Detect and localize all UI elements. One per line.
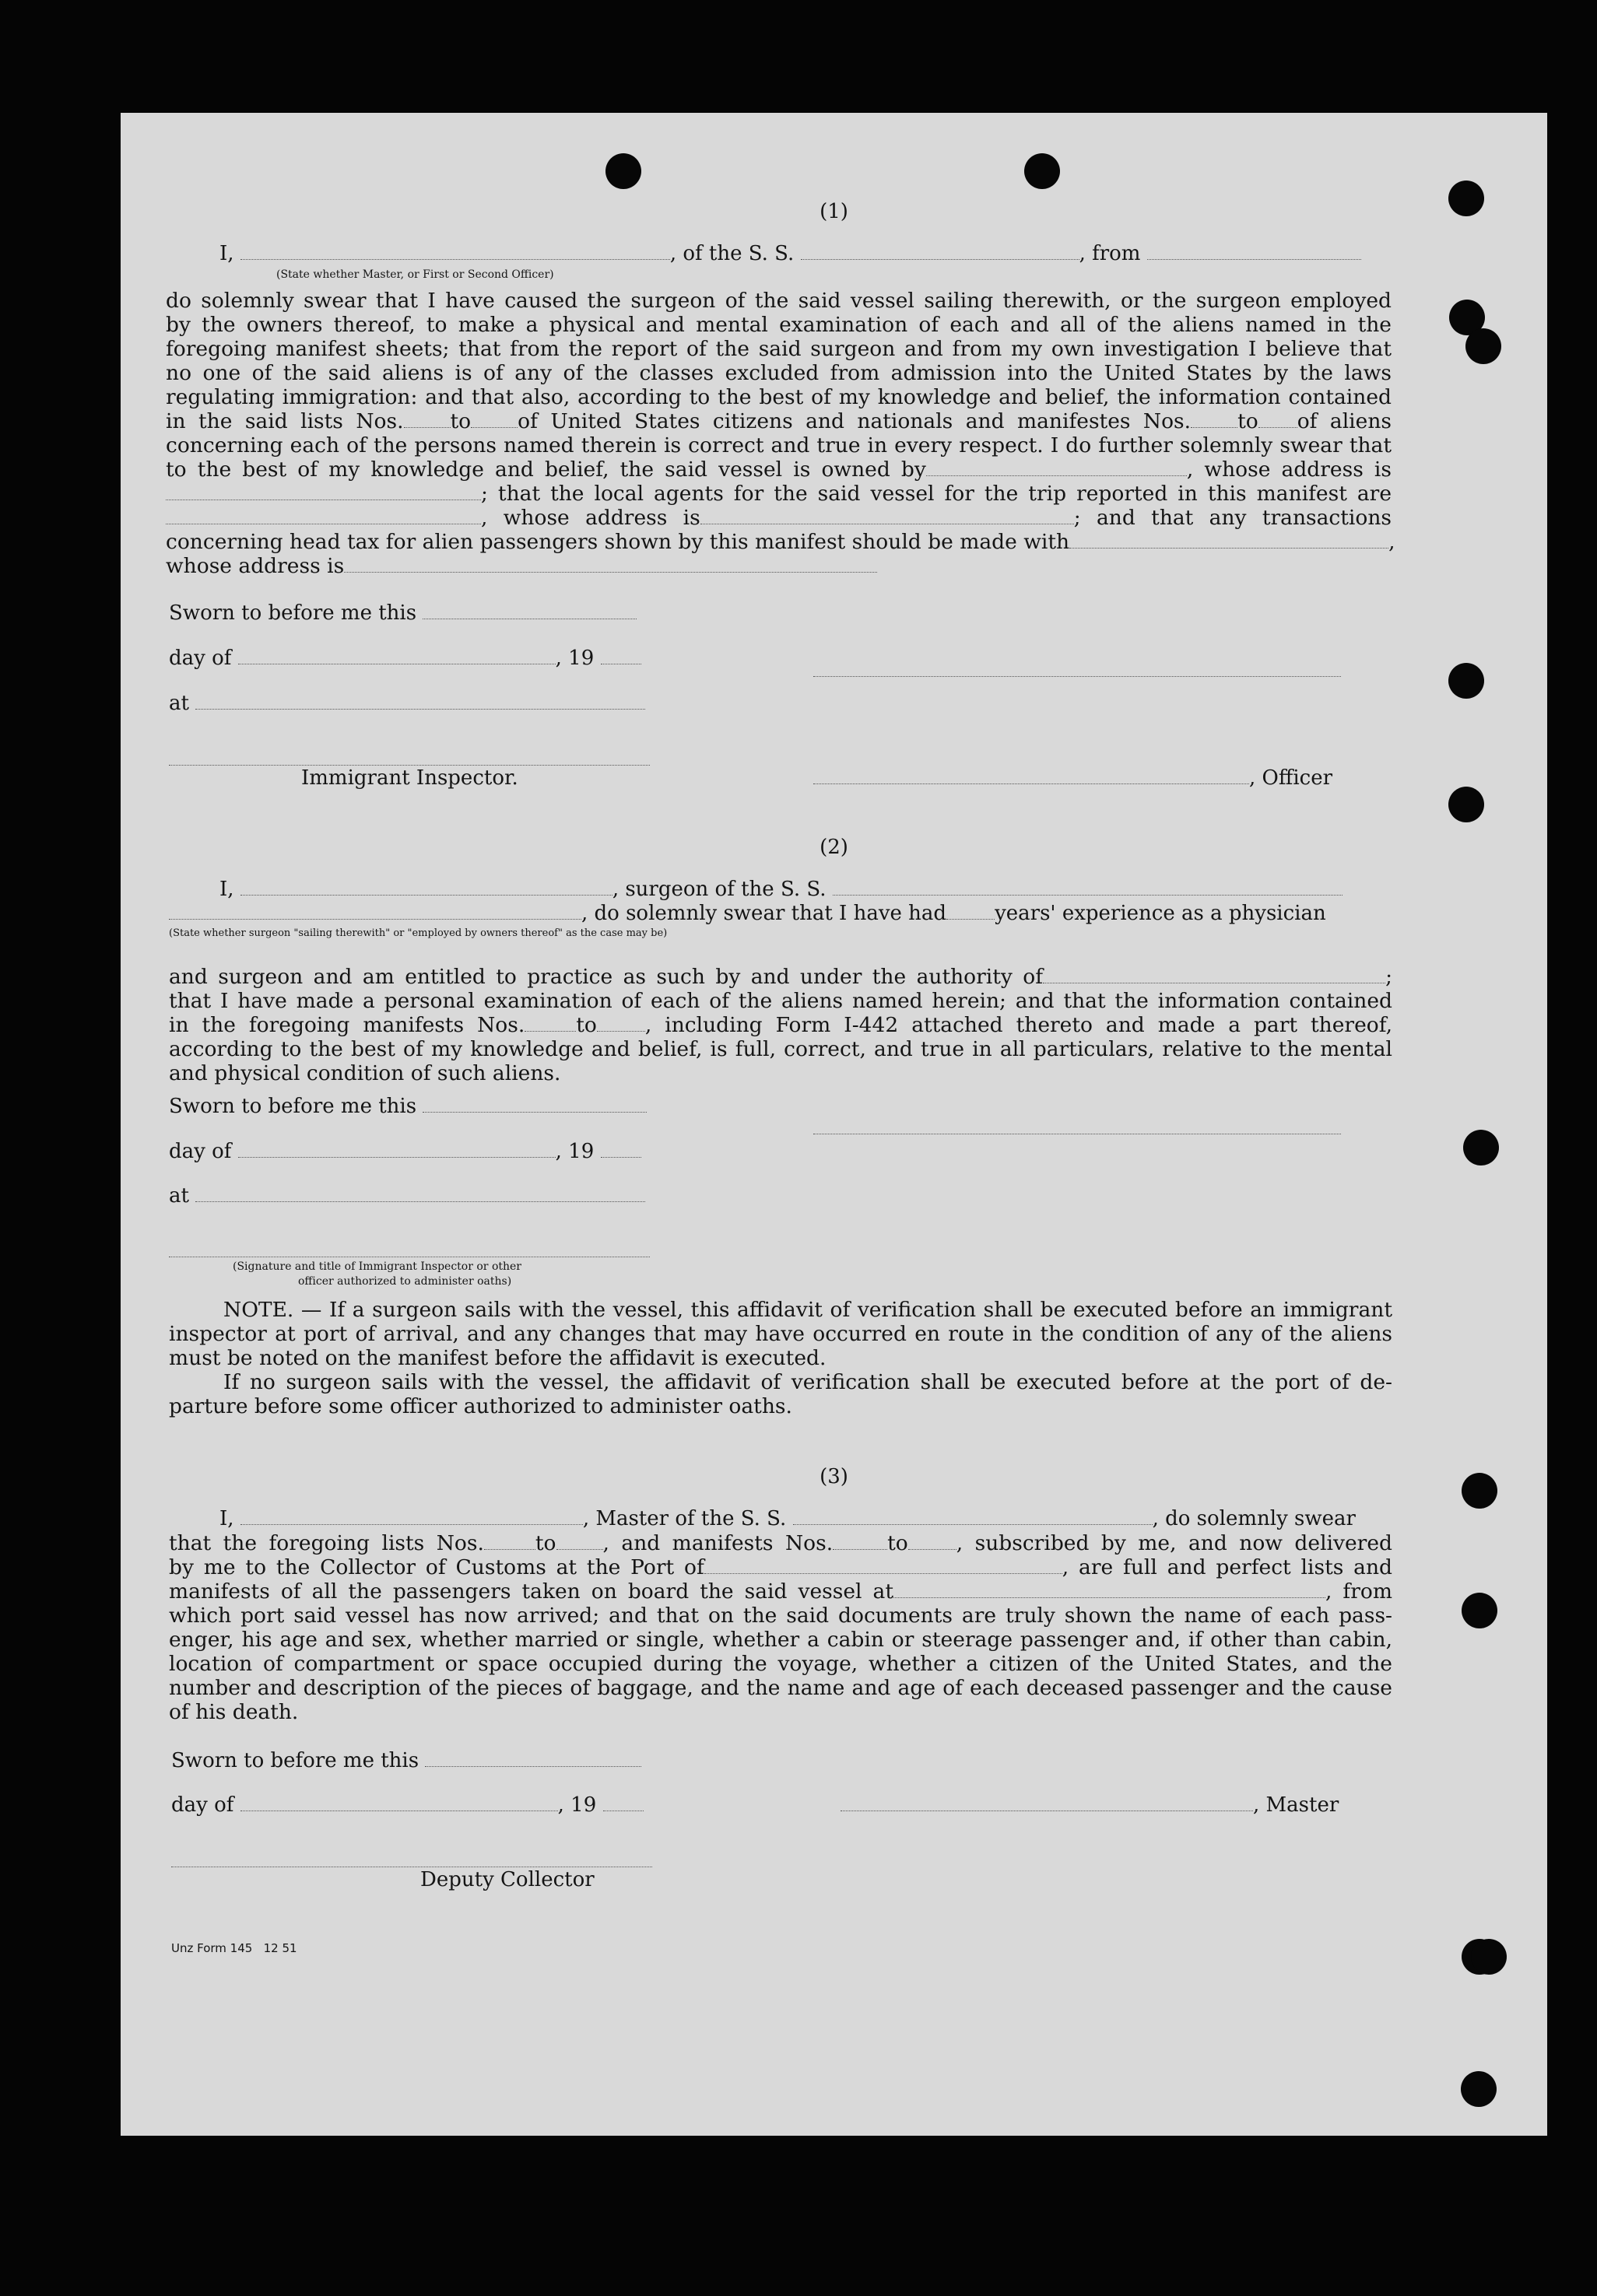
section-3-number: (3) xyxy=(820,1465,848,1488)
label-full-lists: , are full and perfect lists and xyxy=(1062,1555,1392,1579)
list-to-field[interactable] xyxy=(471,410,518,428)
section-1-number: (1) xyxy=(820,200,848,223)
sworn-day-field[interactable] xyxy=(423,1095,647,1113)
label-from: , from xyxy=(1325,1579,1392,1604)
authority-field[interactable] xyxy=(1043,966,1385,983)
taken-line xyxy=(169,1579,1392,1604)
body-line: concerning each of the persons named therein is correct and true in every respect. I do further solemnly swear that xyxy=(166,433,1392,457)
year-field[interactable] xyxy=(601,1140,641,1158)
label-whose-address: , whose address is xyxy=(481,506,700,530)
sworn-line-1 xyxy=(169,601,637,625)
years-field[interactable] xyxy=(946,902,995,920)
label-at: at xyxy=(169,1184,189,1208)
label-i: I, xyxy=(219,1507,234,1530)
officer-title-field[interactable] xyxy=(813,766,1249,784)
list-from-field[interactable] xyxy=(404,410,451,428)
place-field[interactable] xyxy=(195,1184,645,1202)
manifest-to-field[interactable] xyxy=(908,1532,956,1550)
immigrant-inspector-label: Immigrant Inspector. xyxy=(301,766,518,790)
label-form-i442: , including Form I-442 attached thereto and made a part thereof, xyxy=(644,1013,1392,1037)
label-citizens: of United States citizens and nationals and manifestes Nos. xyxy=(518,409,1192,433)
list-from-field[interactable] xyxy=(484,1532,535,1550)
label-taken-on-board: manifests of all the passengers taken on board the said vessel at xyxy=(169,1579,893,1604)
label-master-of: , Master of the S. S. xyxy=(582,1507,787,1530)
master-name-field[interactable] xyxy=(240,1507,583,1525)
master-line xyxy=(219,1507,1356,1530)
label-manifests-nos: in the foregoing manifests Nos. xyxy=(169,1013,525,1037)
owner-address-field[interactable] xyxy=(166,482,481,500)
body-line: no one of the said aliens is of any of the classes excluded from admission into the United States by the laws xyxy=(166,361,1392,385)
label-solemnly-swear: , do solemnly swear xyxy=(1152,1507,1356,1530)
surgeon-status-note: (State whether surgeon "sailing therewith" or "employed by owners thereof" as the case may be) xyxy=(169,927,668,939)
note-line: parture before some officer authorized to administer oaths. xyxy=(169,1394,792,1418)
label-of-aliens: of aliens xyxy=(1297,409,1392,433)
sworn-day-field[interactable] xyxy=(425,1749,641,1767)
lists-line xyxy=(169,1531,1392,1555)
month-field[interactable] xyxy=(238,1140,556,1158)
officer-signature-field[interactable] xyxy=(813,676,1341,677)
day-of-line-2 xyxy=(169,1140,641,1163)
note-line: If no surgeon sails with the vessel, the affidavit of verification shall be executed before at the port of de- xyxy=(223,1370,1392,1394)
master-declaration-line xyxy=(219,242,1361,265)
section-1-body xyxy=(166,289,1395,578)
label-year-19: , 19 xyxy=(555,647,595,670)
body-line: do solemnly swear that I have caused the surgeon of the said vessel sailing therewith, or the surgeon employed xyxy=(166,289,1392,313)
label-whose-address: , whose address is xyxy=(1186,457,1392,482)
surgeon-status-field[interactable] xyxy=(169,902,581,920)
surgeon-swear-line xyxy=(169,902,1326,925)
punch-hole xyxy=(1448,663,1484,699)
agents-address-line xyxy=(166,506,1392,530)
headtax-address-field[interactable] xyxy=(344,555,877,573)
manifest-from-field[interactable] xyxy=(833,1532,887,1550)
form-page xyxy=(121,113,1547,2136)
punch-hole xyxy=(1461,2071,1497,2107)
label-year-19: , 19 xyxy=(555,1140,595,1163)
section-2-body xyxy=(169,965,1392,1085)
punch-hole xyxy=(1462,1593,1497,1628)
label-sworn: Sworn to before me this xyxy=(169,1095,417,1118)
sworn-line-3 xyxy=(171,1749,641,1772)
signature-note-1: (Signature and title of Immigrant Inspector or other xyxy=(233,1260,521,1273)
punch-hole xyxy=(1465,328,1501,364)
label-day-of: day of xyxy=(171,1793,234,1817)
note-line: inspector at port of arrival, and any changes that may have occurred en route in the condition of any of the aliens xyxy=(169,1322,1392,1346)
deputy-collector-label: Deputy Collector xyxy=(420,1868,595,1891)
from-port-field[interactable] xyxy=(1147,242,1361,260)
label-lists-nos: in the said lists Nos. xyxy=(166,409,404,433)
embark-port-field[interactable] xyxy=(893,1580,1325,1598)
manifest-from-field[interactable] xyxy=(525,1014,576,1032)
manifest-to-field[interactable] xyxy=(1258,410,1297,428)
agents-field[interactable] xyxy=(166,507,481,524)
day-of-line-3 xyxy=(171,1793,644,1817)
label-to: to xyxy=(450,409,472,433)
label-to: to xyxy=(535,1531,556,1555)
at-line-1 xyxy=(169,692,645,715)
owned-line xyxy=(166,457,1392,482)
note-line: must be noted on the manifest before the affidavit is executed. xyxy=(169,1346,827,1370)
owner-field[interactable] xyxy=(926,458,1187,476)
surgeon-line xyxy=(219,878,1343,901)
label-from: , from xyxy=(1079,242,1141,265)
sworn-day-field[interactable] xyxy=(423,601,637,619)
label-at: at xyxy=(169,692,189,715)
ship-name-field[interactable] xyxy=(801,242,1079,260)
whose-address-line xyxy=(166,554,1392,578)
month-field[interactable] xyxy=(238,647,556,664)
officer-line xyxy=(813,766,1332,790)
body-line: location of compartment or space occupied during the voyage, whether a citizen of the United States, and the xyxy=(169,1652,1392,1676)
form-number: Unz Form 145 12 51 xyxy=(171,1941,297,1955)
label-to: to xyxy=(576,1013,597,1037)
label-subscribed: , subscribed by me, and now delivered xyxy=(956,1531,1393,1555)
label-lists-nos: that the foregoing lists Nos. xyxy=(169,1531,484,1555)
body-line: foregoing manifest sheets; that from the report of the said surgeon and from my own investigation I believe that xyxy=(166,337,1392,361)
section-3-body xyxy=(169,1531,1392,1724)
label-day-of: day of xyxy=(169,647,232,670)
port-field[interactable] xyxy=(704,1556,1062,1574)
label-master: , Master xyxy=(1253,1793,1339,1817)
headtax-agent-field[interactable] xyxy=(1069,531,1388,549)
body-line: by the owners thereof, to make a physical and mental examination of each and all of the aliens named in the xyxy=(166,313,1392,337)
authority-line: and surgeon and am entitled to practice as such by and under the authority of ; xyxy=(169,965,1392,989)
officer-note: (State whether Master, or First or Second Officer) xyxy=(276,268,554,281)
label-to: to xyxy=(887,1531,908,1555)
label-local-agents: ; that the local agents for the said vessel for the trip reported in this manifest are xyxy=(481,482,1392,506)
label-sworn: Sworn to before me this xyxy=(171,1749,419,1772)
surgeon-ship-field[interactable] xyxy=(833,878,1343,896)
signature-note-2: officer authorized to administer oaths) xyxy=(298,1275,512,1288)
label-officer: , Officer xyxy=(1249,766,1333,790)
master-signature-line xyxy=(841,1793,1339,1817)
manifest-from-field[interactable] xyxy=(1191,410,1237,428)
label-solemnly-swear: , do solemnly swear that I have had xyxy=(581,902,947,925)
officer-name-field[interactable] xyxy=(240,242,670,260)
master-signature-field[interactable] xyxy=(841,1793,1253,1811)
agents-line xyxy=(166,482,1392,506)
label-years-experience: years' experience as a physician xyxy=(995,902,1326,925)
punch-hole xyxy=(1024,153,1060,189)
manifests-line xyxy=(169,1013,1392,1037)
punch-hole xyxy=(1463,1130,1499,1166)
label-transactions: ; and that any transactions xyxy=(1073,506,1392,530)
label-authority: and surgeon and am entitled to practice as such by and under the authority of xyxy=(169,965,1044,989)
month-field[interactable] xyxy=(240,1793,558,1811)
inspector-signature-field[interactable] xyxy=(169,765,650,766)
body-line: number and description of the pieces of baggage, and the name and age of each deceased passenger and the cause xyxy=(169,1676,1392,1700)
section-2-number: (2) xyxy=(820,836,848,859)
label-owned-by: to the best of my knowledge and belief, the said vessel is owned by xyxy=(166,457,926,482)
year-field[interactable] xyxy=(601,647,641,664)
label-head-tax: concerning head tax for alien passengers shown by this manifest should be made with xyxy=(166,530,1070,554)
headtax-line: concerning head tax for alien passengers shown by this manifest should be made with , xyxy=(166,530,1395,554)
body-line: that I have made a personal examination of each of the aliens named herein; and that the information contained xyxy=(169,989,1392,1013)
label-year-19: , 19 xyxy=(557,1793,597,1817)
sworn-line-2 xyxy=(169,1095,647,1118)
label-manifests-nos: , and manifests Nos. xyxy=(602,1531,834,1555)
punch-hole xyxy=(1471,1939,1507,1975)
label-i: I, xyxy=(219,878,234,901)
label-collector: by me to the Collector of Customs at the Port of xyxy=(169,1555,704,1579)
label-of-ss: , of the S. S. xyxy=(669,242,795,265)
label-day-of: day of xyxy=(169,1140,232,1163)
label-to: to xyxy=(1237,409,1258,433)
manifest-to-field[interactable] xyxy=(597,1014,645,1032)
note-block xyxy=(169,1298,1392,1418)
at-line-2 xyxy=(169,1184,645,1208)
day-of-line-1 xyxy=(169,647,641,670)
ship-name-field[interactable] xyxy=(793,1507,1153,1525)
punch-hole xyxy=(605,153,641,189)
body-line: according to the best of my knowledge and belief, is full, correct, and true in all particulars, relative to the mental xyxy=(169,1037,1392,1061)
body-line: which port said vessel has now arrived; and that on the said documents are truly shown the name of each pass- xyxy=(169,1604,1392,1628)
punch-hole xyxy=(1448,787,1484,822)
note-line: NOTE. — If a surgeon sails with the vessel, this affidavit of verification shall be executed before an immigrant xyxy=(223,1298,1392,1322)
agents-address-field[interactable] xyxy=(700,507,1074,524)
surgeon-name-field[interactable] xyxy=(240,878,612,896)
lists-line xyxy=(166,409,1392,433)
year-field[interactable] xyxy=(603,1793,644,1811)
place-field[interactable] xyxy=(195,692,645,710)
body-line: of his death. xyxy=(169,1700,299,1724)
body-line: and physical condition of such aliens. xyxy=(169,1061,561,1085)
body-line: regulating immigration: and that also, according to the best of my knowledge and belief, the information contained xyxy=(166,385,1392,409)
label-whose-address: whose address is xyxy=(166,554,345,578)
list-to-field[interactable] xyxy=(556,1532,603,1550)
collector-line xyxy=(169,1555,1392,1579)
label-surgeon-of: , surgeon of the S. S. xyxy=(612,878,827,901)
body-line: enger, his age and sex, whether married or single, whether a cabin or steerage passenger and, if other than cabin, xyxy=(169,1628,1392,1652)
label-i: I, xyxy=(219,242,234,265)
label-sworn: Sworn to before me this xyxy=(169,601,417,625)
